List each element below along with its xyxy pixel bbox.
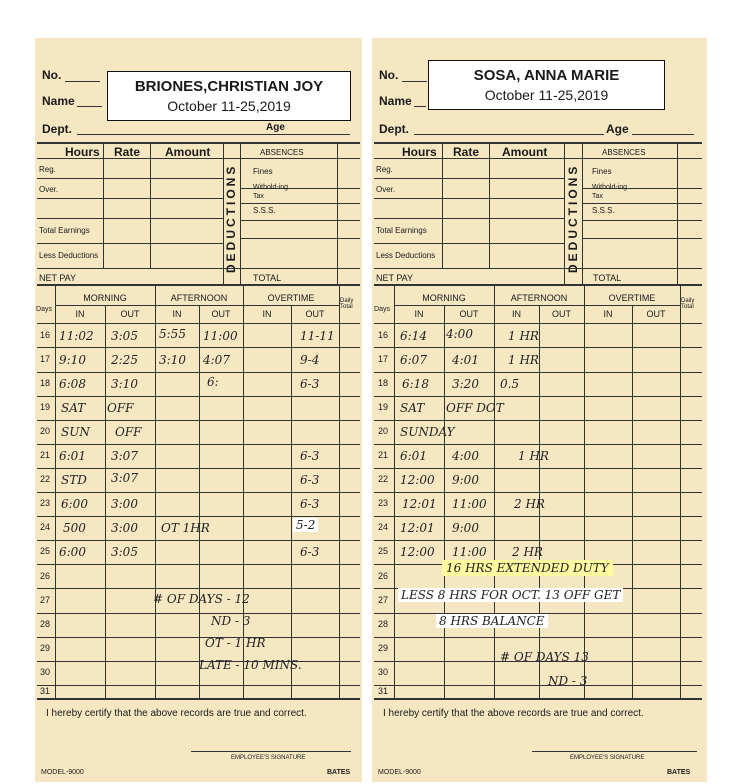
timecard-left — [35, 38, 362, 782]
entry-16-am-out: 4:00 — [446, 327, 473, 341]
day-number: 25 — [377, 546, 388, 556]
signature-label: EMPLOYEE'S SIGNATURE — [570, 755, 645, 761]
brand-label: BATES — [327, 769, 351, 776]
days-header: Days — [374, 306, 390, 313]
day-number: 27 — [377, 595, 388, 605]
total-label: TOTAL — [593, 273, 622, 283]
entry-21-am-in: 6:01 — [400, 449, 427, 463]
morning-header: MORNING — [422, 293, 466, 303]
entry-24-ot-out: 5-2 — [293, 518, 318, 532]
note-days: # OF DAYS 13 — [500, 650, 589, 664]
day-number: 20 — [39, 426, 50, 436]
entry-22-ot-out: 6-3 — [300, 473, 320, 487]
entry-18-am-in: 6:18 — [402, 377, 429, 391]
hours-header: Hours — [402, 145, 437, 159]
fines-label: Fines — [592, 167, 612, 176]
signature-label: EMPLOYEE'S SIGNATURE — [231, 755, 306, 761]
overtime-out-header: OUT — [646, 309, 666, 319]
entry-19-am-out: OFF DOT — [446, 401, 504, 415]
afternoon-header: AFTERNOON — [510, 293, 568, 303]
entry-16-am-in: 6:14 — [400, 329, 427, 343]
entry-22-am-in: STD — [61, 473, 87, 487]
entry-21-ot-out: 6-3 — [300, 449, 320, 463]
day-number: 31 — [377, 686, 388, 696]
name-label: Name — [379, 94, 412, 108]
entry-20-am-in: SUN — [61, 425, 90, 439]
reg-label: Reg. — [376, 165, 393, 174]
fines-label: Fines — [253, 167, 273, 176]
employee-name: SOSA, ANNA MARIE — [473, 67, 620, 84]
entry-16-pm-out: 11:00 — [203, 329, 238, 343]
day-number: 17 — [39, 354, 50, 364]
afternoon-in-header: IN — [512, 309, 521, 319]
net-pay-label: NET PAY — [39, 273, 77, 283]
entry-24-am-in: 12:01 — [400, 521, 435, 535]
entry-20-am-in: SUNDAY — [400, 425, 455, 439]
day-number: 20 — [377, 426, 388, 436]
entry-25-pm-in: 2 HR — [512, 545, 543, 559]
entry-22-am-in: 12:00 — [400, 473, 435, 487]
day-number: 24 — [39, 522, 50, 532]
no-label: No. — [42, 68, 62, 82]
note-nd: ND - 3 — [211, 614, 251, 628]
entry-21-am-out: 4:00 — [452, 449, 479, 463]
day-number: 23 — [39, 498, 50, 508]
entry-22-am-out: 9:00 — [452, 473, 479, 487]
day-number: 18 — [39, 378, 50, 388]
model-label: MODEL-9000 — [41, 769, 84, 776]
day-number: 29 — [377, 643, 388, 653]
day-number: 30 — [377, 667, 388, 677]
absences-header: ABSENCES — [602, 148, 646, 157]
amount-header: Amount — [502, 145, 548, 159]
employee-name: BRIONES,CHRISTIAN JOY — [134, 78, 324, 95]
entry-21-am-in: 6:01 — [59, 449, 86, 463]
dept-label: Dept. — [42, 122, 72, 136]
entry-16-ot-out: 11-11 — [300, 329, 335, 343]
day-number: 25 — [39, 546, 50, 556]
note-ot: OT - 1 HR — [205, 636, 266, 650]
entry-23-pm-in: 2 HR — [514, 497, 545, 511]
total-earnings-label: Total Earnings — [39, 226, 90, 235]
withholding-label: Withold-ing Tax — [592, 184, 628, 200]
note-nd: ND - 3 — [548, 674, 588, 688]
entry-23-am-out: 3:00 — [111, 497, 138, 511]
entry-19-am-in: SAT — [400, 401, 425, 415]
day-number: 16 — [39, 330, 50, 340]
entry-16-pm-in: 5:55 — [159, 327, 186, 341]
overtime-header: OVERTIME — [267, 293, 315, 303]
day-number: 23 — [377, 498, 388, 508]
overtime-out-header: OUT — [305, 309, 325, 319]
total-earnings-label: Total Earnings — [376, 226, 427, 235]
day-number: 19 — [377, 402, 388, 412]
note-extended-duty: 16 HRS EXTENDED DUTY — [442, 560, 613, 576]
pay-period: October 11-25,2019 — [167, 98, 291, 114]
day-number: 28 — [377, 619, 388, 629]
entry-22-am-out: 3:07 — [111, 471, 138, 485]
dept-label: Dept. — [379, 122, 409, 136]
rate-header: Rate — [453, 145, 480, 159]
day-number: 31 — [39, 686, 50, 696]
entry-24-am-out: 9:00 — [452, 521, 479, 535]
entry-23-am-in: 12:01 — [402, 497, 437, 511]
total-label: TOTAL — [253, 273, 282, 283]
afternoon-header: AFTERNOON — [170, 293, 228, 303]
absences-header: ABSENCES — [260, 148, 304, 157]
overtime-in-header: IN — [603, 309, 613, 319]
amount-header: Amount — [165, 145, 211, 159]
entry-25-am-in: 6:00 — [59, 545, 86, 559]
entry-17-am-out: 4:01 — [452, 353, 479, 367]
entry-21-am-out: 3:07 — [111, 449, 138, 463]
entry-16-pm-in: 1 HR — [508, 329, 539, 343]
over-label: Over. — [39, 185, 59, 194]
entry-16-am-in: 11:02 — [59, 329, 94, 343]
no-label: No. — [379, 68, 399, 82]
entry-25-am-out: 11:00 — [452, 545, 487, 559]
over-label: Over. — [376, 185, 396, 194]
timecard-right — [372, 38, 707, 782]
rate-header: Rate — [114, 145, 141, 159]
entry-18-am-out: 3:10 — [111, 377, 138, 391]
day-number: 28 — [39, 619, 50, 629]
note-balance: 8 HRS BALANCE — [436, 614, 548, 628]
brand-label: BATES — [667, 769, 691, 776]
day-number: 22 — [377, 474, 388, 484]
entry-21-pm-in: 1 HR — [518, 449, 549, 463]
afternoon-in-header: IN — [172, 309, 182, 319]
entry-17-pm-in: 3:10 — [159, 353, 186, 367]
employee-name-box — [107, 71, 351, 121]
hours-header: Hours — [65, 145, 100, 159]
age-label: Age — [266, 122, 285, 133]
entry-25-am-out: 3:05 — [111, 545, 138, 559]
age-label: Age — [606, 122, 629, 136]
daily-total-header: Daily Total — [340, 298, 354, 310]
withholding-label: Withold-ing Tax — [253, 184, 289, 200]
entry-23-ot-out: 6-3 — [300, 497, 320, 511]
entry-18-am-in: 6:08 — [59, 377, 86, 391]
entry-17-am-out: 2:25 — [111, 353, 138, 367]
day-number: 21 — [39, 450, 50, 460]
pay-period: October 11-25,2019 — [484, 87, 609, 103]
entry-18-pm-out: 6: — [207, 375, 219, 389]
daily-total-header: Daily Total — [681, 298, 695, 310]
entry-18-pm-in: 0.5 — [500, 377, 520, 391]
entry-17-am-in: 6:07 — [400, 353, 427, 367]
name-label: Name — [42, 94, 75, 108]
day-number: 17 — [377, 354, 388, 364]
day-number: 19 — [39, 402, 50, 412]
entry-25-am-in: 12:00 — [400, 545, 435, 559]
less-deductions-label: Less Deductions — [39, 251, 99, 260]
afternoon-out-header: OUT — [211, 309, 231, 319]
entry-17-pm-out: 4:07 — [203, 353, 230, 367]
afternoon-out-header: OUT — [552, 309, 571, 319]
morning-in-header: IN — [75, 309, 85, 319]
sss-label: S.S.S. — [592, 206, 615, 215]
morning-out-header: OUT — [459, 309, 479, 319]
overtime-header: OVERTIME — [608, 293, 656, 303]
entry-24-am-out: 3:00 — [111, 521, 138, 535]
sss-label: S.S.S. — [253, 206, 276, 215]
net-pay-label: NET PAY — [376, 273, 414, 283]
note-late: LATE - 10 MINS. — [199, 658, 302, 672]
morning-in-header: IN — [414, 309, 424, 319]
entry-17-am-in: 9:10 — [59, 353, 86, 367]
day-number: 22 — [39, 474, 50, 484]
entry-18-am-out: 3:20 — [452, 377, 479, 391]
day-number: 27 — [39, 595, 50, 605]
deductions-vertical: DEDUCTIONS — [224, 163, 238, 273]
entry-24-am-in: 500 — [63, 521, 86, 535]
entry-20-am-out: OFF — [115, 425, 142, 439]
reg-label: Reg. — [39, 165, 56, 174]
deductions-vertical: DEDUCTIONS — [566, 163, 580, 273]
entry-25-ot-out: 6-3 — [300, 545, 320, 559]
note-days: # OF DAYS - 12 — [153, 592, 250, 606]
note-less-hours: LESS 8 HRS FOR OCT. 13 OFF GET — [398, 588, 623, 602]
day-number: 16 — [377, 330, 388, 340]
days-header: Days — [36, 306, 52, 313]
entry-19-am-in: SAT — [61, 401, 86, 415]
day-number: 24 — [377, 522, 388, 532]
overtime-in-header: IN — [262, 309, 272, 319]
entry-23-am-out: 11:00 — [452, 497, 487, 511]
model-label: MODEL-9000 — [378, 769, 421, 776]
day-number: 29 — [39, 643, 50, 653]
day-number: 21 — [377, 450, 388, 460]
day-number: 30 — [39, 667, 50, 677]
entry-17-ot-out: 9-4 — [300, 353, 320, 367]
entry-24-ot-note: OT 1HR — [161, 521, 210, 535]
entry-17-pm-in: 1 HR — [508, 353, 539, 367]
morning-header: MORNING — [83, 293, 127, 303]
entry-19-am-out: OFF — [107, 401, 134, 415]
day-number: 18 — [377, 378, 388, 388]
entry-18-ot-out: 6-3 — [300, 377, 320, 391]
entry-16-am-out: 3:05 — [111, 329, 138, 343]
certification-text: I hereby certify that the above records are true and correct. — [383, 708, 644, 719]
less-deductions-label: Less Deductions — [376, 251, 436, 260]
morning-out-header: OUT — [120, 309, 140, 319]
day-number: 26 — [39, 571, 50, 581]
entry-23-am-in: 6:00 — [61, 497, 88, 511]
employee-name-box — [428, 60, 665, 110]
day-number: 26 — [377, 571, 388, 581]
certification-text: I hereby certify that the above records are true and correct. — [46, 708, 307, 719]
